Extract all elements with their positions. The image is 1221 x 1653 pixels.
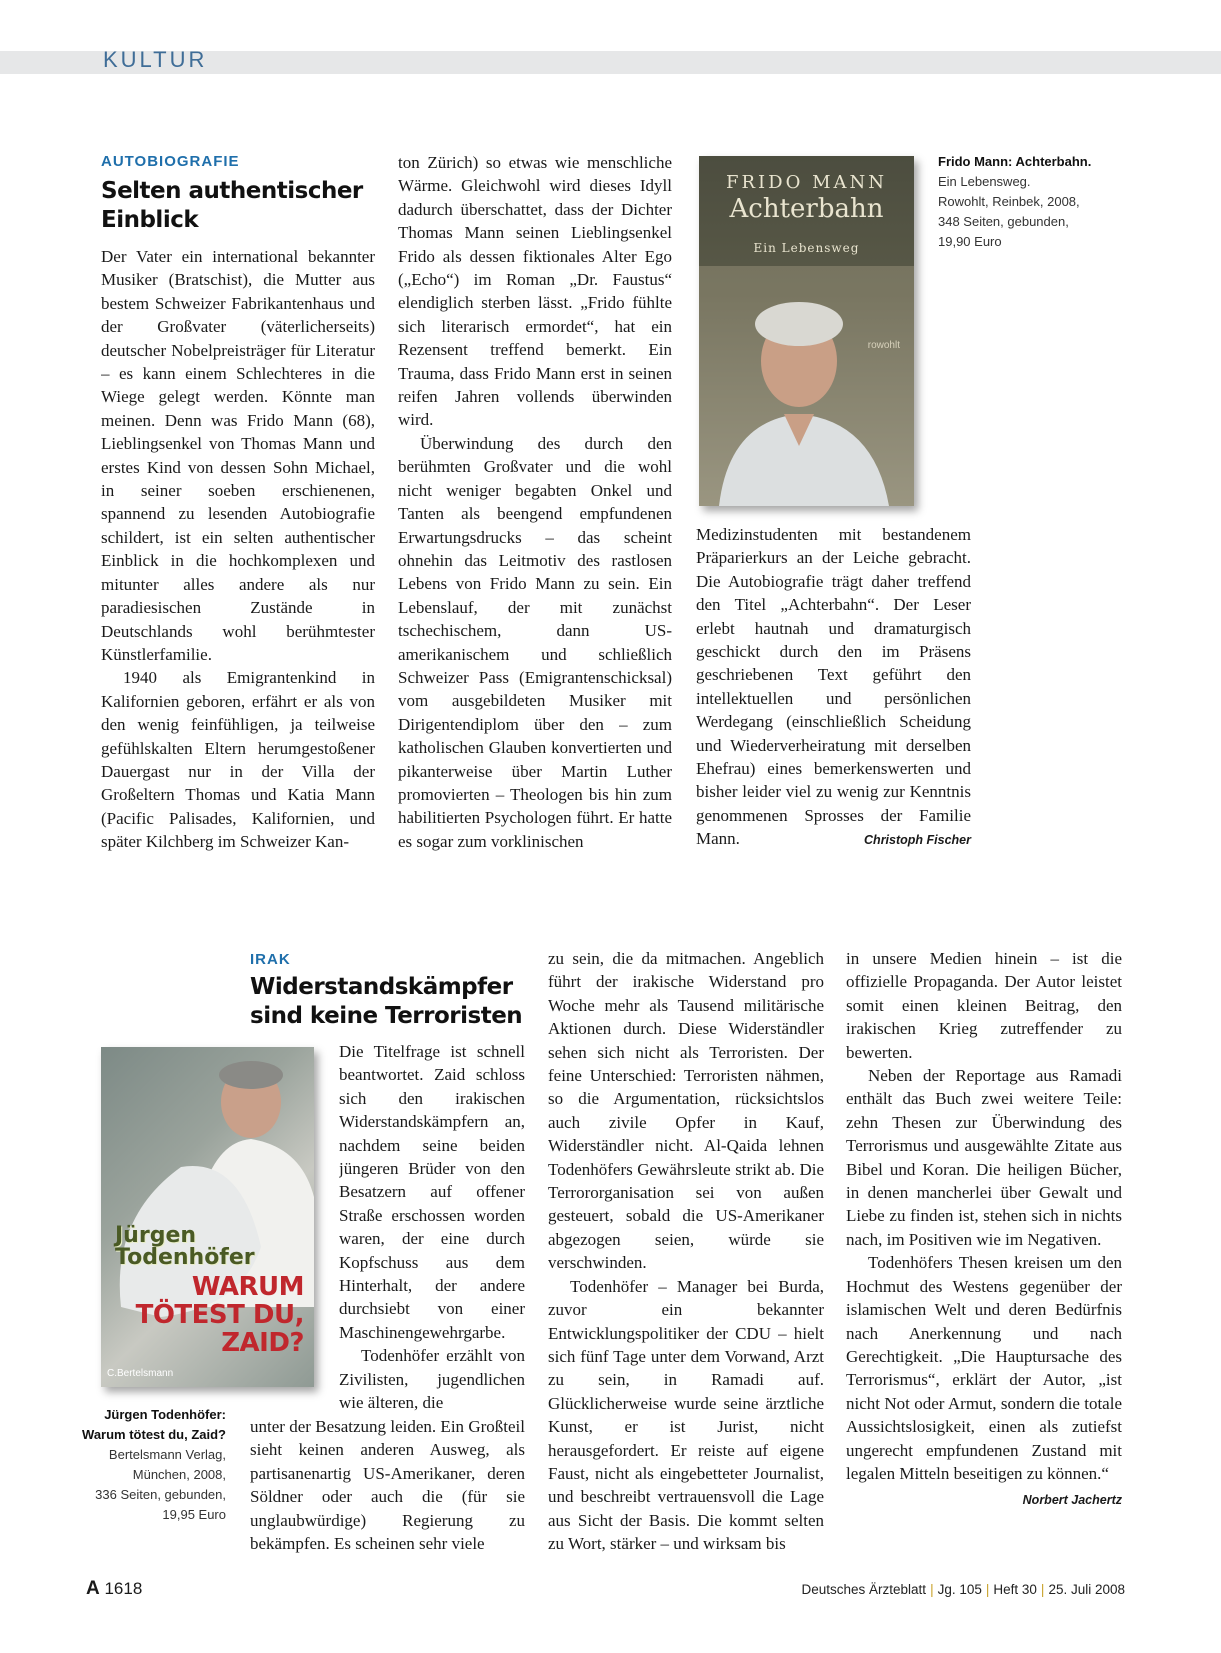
article2-headline — [250, 973, 540, 1031]
article2-column-1-upper — [339, 1040, 525, 1415]
article2-book-caption — [60, 1405, 226, 1525]
caption2-title1: Jürgen Todenhöfer: — [104, 1407, 226, 1422]
achterbahn-book-cover — [699, 156, 914, 506]
cover2-author-line2: Todenhöfer — [115, 1245, 255, 1270]
caption1-line4: 19,90 Euro — [938, 234, 1002, 249]
section-label: KULTUR — [103, 47, 208, 72]
article1-paragraph-3-continued: Medizinstudenten mit bestandenem Präparierkurs an der Leiche gebracht. Die Autobiografie trägt daher treffend den Titel „Achterbahn“. Der Leser erlebt hautnah und dramaturgisch geschickt durch den im Präsens geschriebenen Text geführt den intellektuellen und persönlichen Werdegang (einschließlich Scheidung und Wiederverheiratung mit derselben Ehefrau) eines bemerkenswerten und bisher leider viel zu wenig zur Kenntnis genommenen Sprosses der Familie Mann. — [696, 525, 971, 849]
caption1-line1: Ein Lebensweg. — [938, 174, 1031, 189]
cover2-publisher: C.Bertelsmann — [107, 1368, 174, 1379]
article1-paragraph-3: Überwindung des durch den berühmten Großvater und die wohl nicht weniger begabten Onkel und Tanten als beengend empfundenen Erwartungsdrucks – das scheint ohnehin das Leitmotiv des rastlosen Lebens von Frido Mann zu sein. Ein Lebenslauf, der mit zunächst tschechischem, dann US-amerikanischem und schließlich Schweizer Pass (Emigrantenschicksal) vom ausgebildeten Musiker mit Dirigentendiplom über den – zum katholischen Glauben konvertierten und pikanterweise über Martin Luther promovierten – Theologen bis hin zum habilitierten Psychologen führt. Er hatte es sogar zum vorklinischen — [398, 433, 672, 851]
journal-issue: Heft 30 — [993, 1582, 1037, 1597]
article2-paragraph-5: Todenhöfers Thesen kreisen um den Hochmut des Westens gegenüber der islamischen Welt und deren Bedürfnis nach Anerkennung und nach Gerechtigkeit. „Die Hauptursache des Terrorismus“, erklärt der Autor, „ist nicht Not oder Armut, sondern die totale Aussichtslosigkeit, einen als zutiefst ungerecht empfundenen Zustand mit legalen Mitteln beseitigen zu können.“ — [846, 1253, 1122, 1483]
article1-column-2-text — [398, 151, 672, 855]
cover1-title: Achterbahn — [729, 194, 884, 224]
journal-volume: Jg. 105 — [937, 1582, 982, 1597]
article1-kicker: AUTOBIOGRAFIE — [101, 153, 240, 170]
article1-paragraph-2: 1940 als Emigrantenkind in Kalifornien geboren, erfährt er als von den wenig feinfühligen, ja teilweise gefühlskalten Eltern herumgestoßener Dauergast nur in der Villa der Großeltern Thomas und Katia Mann (Pacific Palisades, Kalifornien, und später Kilchberg im Schweizer Kan- — [101, 668, 375, 852]
article1-paragraph-2-continued: ton Zürich) so etwas wie menschliche Wärme. Gleichwohl wird dieses Idyll dadurch überschattet, dass der Dichter Thomas Mann seinen Lieblingsenkel Frido als dessen fiktionales Alter Ego („Echo“) im Roman „Dr. Faustus“ elendiglich sterben lässt. „Frido fühlte sich literarisch ermordet“, hat ein Rezensent treffend bemerkt. Ein Trauma, dass Frido Mann erst in seinen reifen Jahren vollends überwinden wird. — [398, 153, 672, 430]
separator: | — [985, 1582, 990, 1597]
caption1-line2: Rowohlt, Reinbek, 2008, — [938, 194, 1080, 209]
article1-byline-wrap — [696, 829, 971, 847]
article2-kicker: IRAK — [250, 951, 291, 968]
article1-headline-line2: Einblick — [101, 207, 199, 233]
page-number — [86, 1578, 142, 1600]
article2-paragraph-4: Neben der Reportage aus Ramadi enthält das Buch zwei weitere Teile: zehn Thesen zur Überwindung des Terrorismus und ausgewählte Zitate aus Bibel und Koran. Die heiligen Bücher, in denen mancherlei über Gewalt und Liebe zu finden ist, stehen sich in nichts nach, im Positiven wie im Negativen. — [846, 1066, 1122, 1249]
cover1-author: FRIDO MANN — [726, 172, 887, 193]
caption2-title2: Warum tötest du, Zaid? — [82, 1427, 226, 1442]
page-prefix: A — [86, 1578, 100, 1599]
journal-date: 25. Juli 2008 — [1048, 1582, 1125, 1597]
cover1-subtitle: Ein Lebensweg — [753, 241, 860, 255]
cover2-title-line3: ZAID? — [221, 1328, 304, 1358]
caption2-line1: Bertelsmann Verlag, — [108, 1447, 226, 1462]
article2-headline-line1: Widerstandskämpfer — [250, 974, 513, 1000]
cover2-title-line2: TÖTEST DU, — [135, 1300, 304, 1330]
warum-toetest-du-zaid-book-cover — [101, 1047, 314, 1387]
author-portrait-photo — [699, 156, 914, 506]
caption1-title: Frido Mann: Achterbahn. — [938, 154, 1092, 169]
article1-byline: Christoph Fischer — [864, 833, 971, 847]
cover2-author-line1: Jürgen — [115, 1223, 197, 1248]
journal-info — [802, 1582, 1126, 1597]
article2-paragraph-2-continued: unter der Besatzung leiden. Ein Großteil sieht keinen anderen Ausweg, als partisanenartig US-Amerikaner, deren Söldner oder auch die (für sie unglaubwürdige) Regierung zu bekämpfen. Es scheinen sehr viele — [250, 1417, 525, 1554]
cover1-publisher: rowohlt — [867, 340, 900, 351]
cover2-title — [136, 1273, 304, 1357]
article1-headline — [101, 177, 381, 235]
article2-paragraph-2-end: zu sein, die da mitmachen. Angeblich führt der irakische Widerstand pro Woche mehr als Tausend militärische Aktionen durch. Diese Widerständler sehen sich nicht als Terroristen. Der feine Unterschied: Terroristen nähmen, so die Argumentation, rücksichtslos auch zivile Opfer in Kauf, Widerständler nicht. Al-Qaida lehnen Todenhöfers Gewährsleute strikt ab. Die Terrororganisation sei von außen gesteuert, sobald die US-Amerikaner abgezogen seien, würde sie verschwinden. — [548, 949, 824, 1273]
article1-book-caption — [938, 152, 1138, 252]
separator: | — [930, 1582, 934, 1597]
journal-name: Deutsches Ärzteblatt — [801, 1582, 927, 1597]
article1-headline-line1: Selten authentischer — [101, 178, 363, 204]
cover2-author — [115, 1225, 255, 1269]
cover2-title-line1: WARUM — [191, 1272, 304, 1302]
page-number-value: 1618 — [104, 1579, 143, 1598]
article2-paragraph-3-end: in unsere Medien hinein – ist die offizielle Propaganda. Der Autor leistet somit einen kleinen Beitrag, den irakischen Krieg zutreffender zu bewerten. — [846, 949, 1122, 1062]
article2-column-2 — [548, 947, 824, 1557]
article2-headline-line2: sind keine Terroristen — [250, 1003, 523, 1029]
article2-column-3 — [846, 947, 1122, 1557]
caption2-line4: 19,95 Euro — [162, 1507, 226, 1522]
article2-paragraph-1: Die Titelfrage ist schnell beantwortet. Zaid schloss sich den irakischen Widerstandskämpfern an, nachdem seine beiden jüngeren Brüder von den Besatzern auf offener Straße erschossen worden waren, der eine durch Kopfschuss aus dem Hinterhalt, der andere durchsiebt von einer Maschinengewehrgarbe. — [339, 1042, 525, 1342]
caption2-line3: 336 Seiten, gebunden, — [95, 1487, 226, 1502]
caption2-line2: München, 2008, — [132, 1467, 226, 1482]
article1-column-3 — [696, 523, 971, 853]
article2-byline: Norbert Jachertz — [1022, 1493, 1122, 1508]
article2-paragraph-2-start: Todenhöfer erzählt von Zivilisten, jugendlichen wie älteren, die — [339, 1346, 525, 1413]
article1-paragraph-1: Der Vater ein international bekannter Musiker (Bratschist), die Mutter aus bestem Schweizer Fabrikantenhaus und der Großvater (väterlicherseits) deutscher Nobelpreisträger für Literatur – es kann einem Schlechteres in die Wiege gelegt werden. Könnte man meinen. Denn was Frido Mann (68), Lieblingsenkel von Thomas Mann und erstes Kind von dessen Sohn Michael, in seiner soeben erschienenen, spannend zu lesenden Autobiografie schildert, ist ein selten authentischer Einblick in die hochkomplexen und mitunter alles andere als nur paradiesischen Zustände in Deutschlands wohl berühmtester Künstlerfamilie. — [101, 247, 375, 664]
article2-paragraph-3: Todenhöfer – Manager bei Burda, zuvor ein bekannter Entwicklungspolitiker der CDU – hielt sich fünf Tage unter dem Vorwand, Arzt zu sein, in Ramadi auf. Glücklicherweise wurde seine ärztliche Kunst, er ist Jurist, nicht herausgefordert. Er reiste auf eigene Faust, nicht als eingebetteter Journalist, und beschreibt vertrauensvoll die Lage aus Sicht der Basis. Die kommt selten zu Wort, stärker – und wirksam bis — [548, 1276, 824, 1554]
article2-column-1-lower — [250, 1415, 525, 1557]
article1-column-1 — [101, 245, 375, 855]
separator: | — [1040, 1582, 1045, 1597]
caption1-line3: 348 Seiten, gebunden, — [938, 214, 1069, 229]
